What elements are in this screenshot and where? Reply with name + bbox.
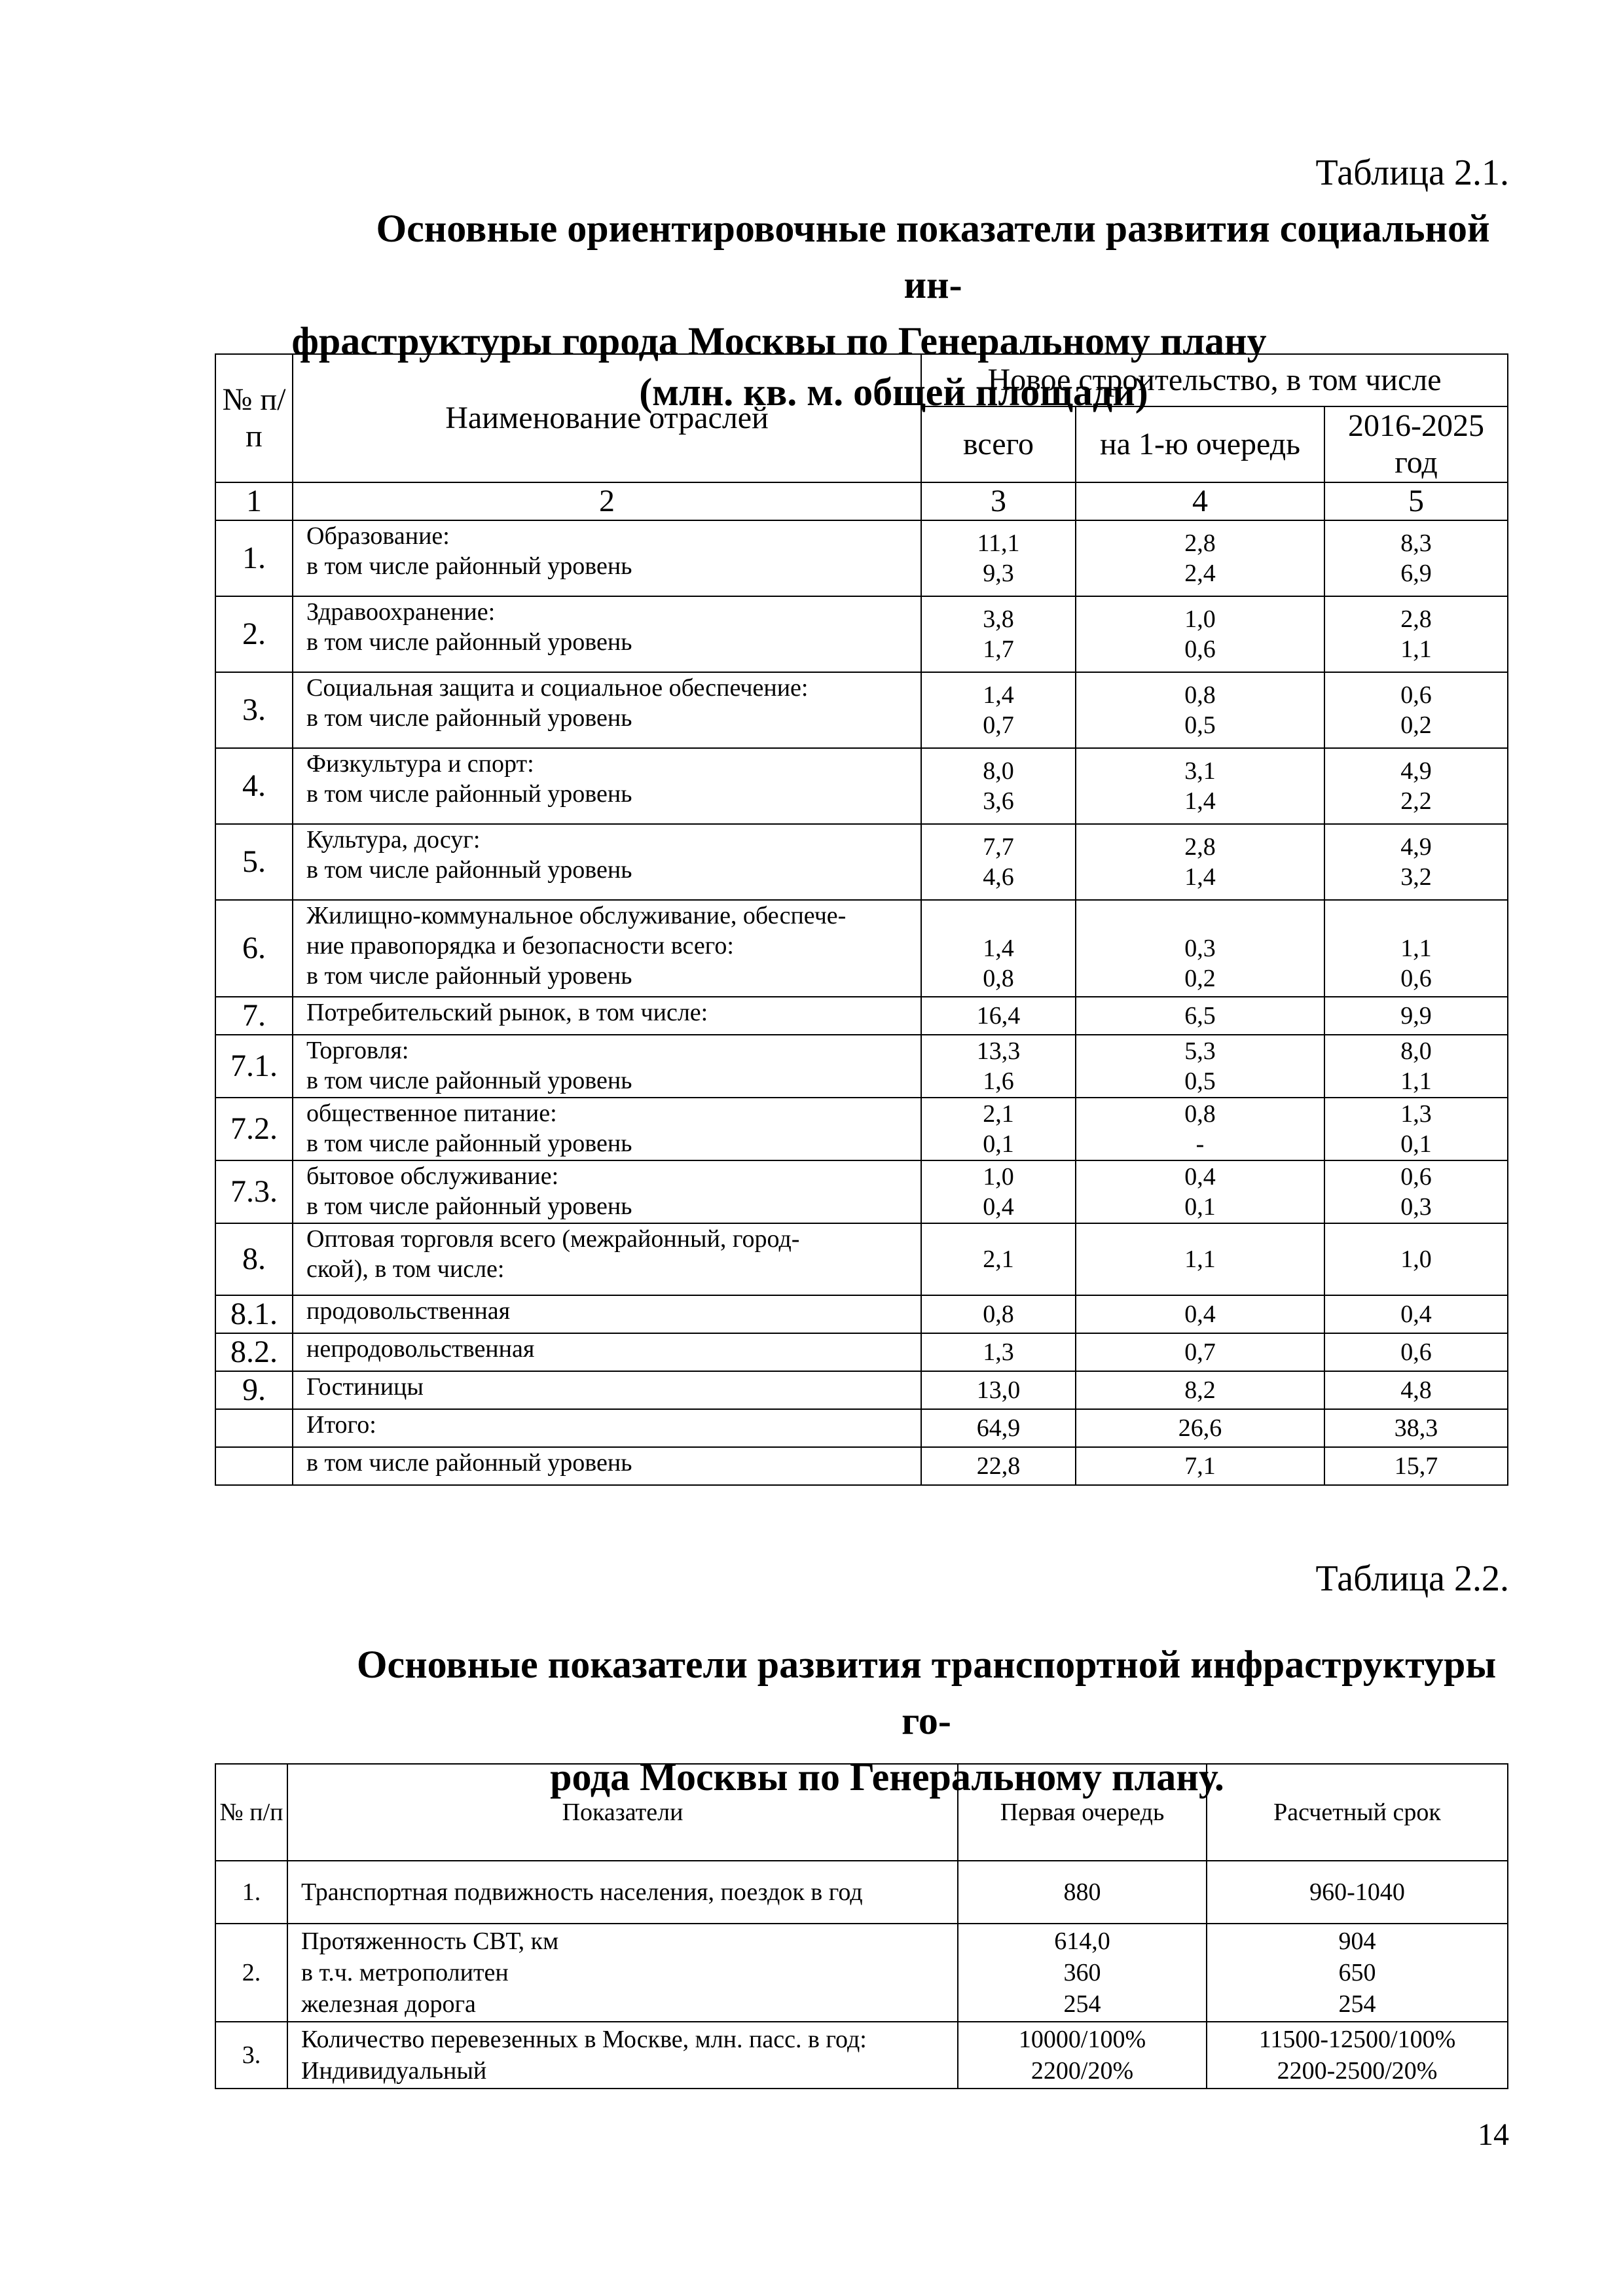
table1-row-number: 7.3. [215,1160,293,1223]
table1-row-period [1324,1371,1508,1409]
table1-value: 0,8 [983,965,1014,992]
table1-row-first [1076,520,1324,596]
table1-row-number: 5. [215,824,293,900]
table1-value: 0,5 [1184,1067,1216,1095]
table1-row-period [1324,997,1508,1035]
table1-row-total [921,1295,1076,1333]
table1-row-first [1076,1333,1324,1371]
table1-value: 1,3 [983,1338,1014,1366]
table1-header-total: всего [921,406,1076,482]
table2-value: 904 [1338,1928,1376,1955]
table1-value: 3,6 [983,787,1014,815]
table1-value: 1,4 [1184,863,1216,891]
table1-value: 0,7 [1184,1338,1216,1366]
table1-value: 3,1 [1184,757,1216,785]
table1-title-line1: Основные ориентировочные показатели развития социальной ин- [376,207,1490,306]
table1-value: 8,2 [1184,1376,1216,1404]
table1-value: 4,9 [1400,833,1432,861]
table1-row-first [1076,672,1324,748]
table2-header-no: № п/п [215,1764,287,1861]
table1-value: 2,1 [983,1246,1014,1273]
table1-row [215,824,1508,900]
table1-row-name-line: Культура, досуг: [306,826,481,853]
table1-row [215,997,1508,1035]
table1-row [215,1371,1508,1409]
table1-row-name [293,1223,921,1295]
table2-value: 614,0 [1054,1928,1110,1955]
table2-value: 11500-12500/100% [1258,2026,1456,2053]
table1-row-first [1076,1035,1324,1098]
table1-row-first [1076,1371,1324,1409]
table2-row-first [958,1861,1207,1924]
table1-row-number [215,1447,293,1485]
table1-row-name [293,1409,921,1447]
table1-row-first [1076,1098,1324,1160]
table1-row-total [921,1098,1076,1160]
table1-row-period [1324,1035,1508,1098]
table1-row-name-line: в том числе районный уровень [306,704,632,732]
table1-value: 1,4 [983,681,1014,709]
table1-value: 64,9 [976,1414,1021,1442]
table2-row-name [287,1861,958,1924]
table1-header-period: 2016-2025 год [1324,406,1508,482]
table1-row [215,1333,1508,1371]
table1-value: 1,0 [983,1163,1014,1191]
table2-value: Протяженность СВТ, км [301,1928,559,1955]
table1-row-period [1324,1098,1508,1160]
table1-title-line3: (млн. кв. м. общей площади) [639,370,1148,414]
table1-value: 9,9 [1400,1002,1432,1030]
table2-row [215,1924,1508,2022]
table1-row-period [1324,596,1508,672]
table1-row-first [1076,1160,1324,1223]
table1-body [215,520,1508,1485]
table1-row-period [1324,1160,1508,1223]
table1-row-total [921,1447,1076,1485]
table1-value [922,903,1075,933]
table1-value: 8,3 [1400,529,1432,557]
table1-row-period [1324,1409,1508,1447]
table2-header-name: Показатели [287,1764,958,1861]
table1-row-number: 4. [215,748,293,824]
table1-row-total [921,1223,1076,1295]
table1-value: 2,8 [1400,605,1432,633]
table1-row-first [1076,900,1324,997]
table1-row-total [921,1371,1076,1409]
table1-row-name-line: Здравоохранение: [306,598,496,626]
table2 [215,1763,1508,2089]
table1-row-period [1324,1447,1508,1485]
table1-value: 38,3 [1394,1414,1438,1442]
table2-value: Индивидуальный [301,2057,487,2085]
table1-row [215,1223,1508,1295]
table1-value: 2,8 [1184,833,1216,861]
table1-row-name-line: в том числе районный уровень [306,962,632,990]
table1-value: 1,7 [983,636,1014,663]
table1-value: 2,2 [1400,787,1432,815]
table1-row-total [921,1409,1076,1447]
table2-header-first: Первая очередь [958,1764,1207,1861]
table1-value: 0,1 [1184,1193,1216,1221]
table1-title-line2: фраструктуры города Москвы по Генеральному плану [291,319,1267,363]
table1-row-name [293,672,921,748]
table1-caption: Таблица 2.1. [1315,152,1509,193]
table1-value: 1,0 [1184,605,1216,633]
table1-row-name [293,824,921,900]
table1-row-first [1076,1223,1324,1295]
table1-value [1076,903,1324,933]
table1-row-name-line: Физкультура и спорт: [306,750,534,778]
table1-row-period [1324,520,1508,596]
table1-value: 0,4 [1400,1300,1432,1328]
table1-row-name-line: Жилищно-коммунальное обслуживание, обеспече- [306,902,847,929]
table1-row-total [921,596,1076,672]
table1-row-total [921,672,1076,748]
table1-row-period [1324,1333,1508,1371]
table1-header-name: Наименование отраслей [293,354,921,482]
table1-value: 1,1 [1184,1246,1216,1273]
table1-row-name [293,1098,921,1160]
table1-value: 11,1 [977,529,1020,557]
table1-row [215,1409,1508,1447]
table1-value: 8,0 [1400,1037,1432,1065]
table1-value [1325,903,1507,933]
table1-value: 3,2 [1400,863,1432,891]
page-number: 14 [1478,2117,1509,2152]
table1-value: 4,6 [983,863,1014,891]
table1-row-total [921,1160,1076,1223]
table1-value: 4,8 [1400,1376,1432,1404]
table1-row-number: 6. [215,900,293,997]
table1-row-name-line: непродовольственная [306,1335,535,1363]
table1-row-name-line: Торговля: [306,1037,409,1064]
table1-row-name-line: в том числе районный уровень [306,856,632,884]
table1-colnum: 2 [293,482,921,520]
table1-value: 0,4 [1184,1300,1216,1328]
table1-value: - [1195,1130,1205,1158]
table1-value: 0,1 [1400,1130,1432,1158]
table1-value: 0,8 [1184,1100,1216,1128]
table2-value: 960-1040 [1309,1878,1405,1906]
table2-value: 880 [1063,1878,1101,1906]
table1-value: 0,2 [1184,965,1216,992]
table1-row-name-line: в том числе районный уровень [306,1193,632,1220]
table1-value: 2,1 [983,1100,1014,1128]
table2-value: железная дорога [301,1990,476,2018]
table1-row [215,1447,1508,1485]
table2-header-final: Расчетный срок [1207,1764,1508,1861]
table2-row-final [1207,1861,1508,1924]
table1-value: 0,3 [1184,935,1216,962]
table1-row-name [293,900,921,997]
table1-row-total [921,1333,1076,1371]
table1-value: 1,4 [1184,787,1216,815]
table1-value: 0,7 [983,711,1014,739]
table1-value: 0,6 [1400,1338,1432,1366]
table1-row [215,1035,1508,1098]
table2-row-final [1207,1924,1508,2022]
table2-caption: Таблица 2.2. [1315,1558,1509,1599]
table2-row-number: 2. [215,1924,287,2022]
table2-row-number: 1. [215,1861,287,1924]
table1-value: 1,0 [1400,1246,1432,1273]
table2-value: 10000/100% [1018,2026,1146,2053]
table1-value: 0,6 [1400,681,1432,709]
table2-row-name [287,1924,958,2022]
table1-row-total [921,520,1076,596]
table1-row-number: 2. [215,596,293,672]
table1-value: 6,5 [1184,1002,1216,1030]
table1-row-first [1076,1447,1324,1485]
table1-row-first [1076,748,1324,824]
table1-row-number: 7.1. [215,1035,293,1098]
table2-title-line2: рода Москвы по Генеральному плану. [550,1755,1224,1799]
table1-value: 0,6 [1400,965,1432,992]
table1-value: 5,3 [1184,1037,1216,1065]
table2-body [215,1861,1508,2089]
table1-value: 0,8 [983,1300,1014,1328]
table1-row-name [293,1447,921,1485]
table1-row-name-line: продовольственная [306,1297,511,1325]
table1-value: 0,3 [1400,1193,1432,1221]
table1-value: 4,9 [1400,757,1432,785]
table1-value: 6,9 [1400,560,1432,587]
table1-column-numbers [215,482,1508,520]
table2-value: 2200/20% [1030,2057,1134,2085]
table1-value: 16,4 [976,1002,1021,1030]
table2-row-first [958,2022,1207,2089]
table1-value: 26,6 [1178,1414,1222,1442]
table1-row-name-line: ской), в том числе: [306,1255,505,1283]
table1-value: 3,8 [983,605,1014,633]
table1-row-name [293,1295,921,1333]
table1-row-name-line: общественное питание: [306,1100,557,1127]
table1-colnum: 4 [1076,482,1324,520]
table1-row-name-line: Потребительский рынок, в том числе: [306,999,708,1026]
table1-row-name-line: Гостиницы [306,1373,424,1401]
table1-row-name-line: в том числе районный уровень [306,1449,632,1477]
table1-row [215,520,1508,596]
table2-value: 360 [1063,1959,1101,1986]
table1-row-total [921,900,1076,997]
table1-colnum: 1 [215,482,293,520]
table1-row [215,1098,1508,1160]
table1-row-number [215,1409,293,1447]
table2-row-first [958,1924,1207,2022]
table1-row-first [1076,596,1324,672]
table2-value: Транспортная подвижность населения, поездок в год [301,1878,863,1906]
table1-row-first [1076,1295,1324,1333]
table1-value: 0,6 [1400,1163,1432,1191]
table1-row-total [921,824,1076,900]
table1-row [215,900,1508,997]
table1-row-name-line: Образование: [306,522,450,550]
table1-row [215,1295,1508,1333]
table1-row [215,1160,1508,1223]
table1-row-period [1324,1223,1508,1295]
table1-row-number: 1. [215,520,293,596]
table1-row-first [1076,997,1324,1035]
table1-value: 0,2 [1400,711,1432,739]
table1-row-name [293,997,921,1035]
table1-value: 2,8 [1184,529,1216,557]
table1-value: 1,4 [983,935,1014,962]
table1-row-name [293,1371,921,1409]
table1-row-name-line: в том числе районный уровень [306,552,632,580]
table1-row-number: 3. [215,672,293,748]
table1-row-name-line: в том числе районный уровень [306,1130,632,1157]
table1-value: 13,0 [976,1376,1021,1404]
table1-value: 15,7 [1394,1452,1438,1480]
table1 [215,353,1508,1486]
table1-value: 0,8 [1184,681,1216,709]
table1-row-name [293,596,921,672]
table1-row-name [293,1160,921,1223]
table1-header-first: на 1-ю очередь [1076,406,1324,482]
table1-row-name-line: Итого: [306,1411,376,1439]
table1-row-name [293,748,921,824]
table1-row-name-line: в том числе районный уровень [306,628,632,656]
table1-row-total [921,748,1076,824]
table1-row-total [921,1035,1076,1098]
table1-value: 0,6 [1184,636,1216,663]
table1-value: 22,8 [976,1452,1021,1480]
table1-row-number: 8. [215,1223,293,1295]
table1-row-first [1076,1409,1324,1447]
table2-value: 254 [1063,1990,1101,2018]
table2-row-final [1207,2022,1508,2089]
table1-value: 2,4 [1184,560,1216,587]
table1-row-name-line: ние правопорядка и безопасности всего: [306,932,734,960]
table2-row-name [287,2022,958,2089]
table1-row-period [1324,672,1508,748]
table1-row [215,672,1508,748]
table2-value: в т.ч. метрополитен [301,1959,509,1986]
table1-value: 1,1 [1400,636,1432,663]
table2-title-line1: Основные показатели развития транспортной инфраструктуры го- [356,1643,1497,1742]
table1-value: 7,1 [1184,1452,1216,1480]
table1-row-name-line: бытовое обслуживание: [306,1162,559,1190]
table1-row-name-line: в том числе районный уровень [306,1067,632,1094]
table1-value: 13,3 [976,1037,1021,1065]
table2-value: 650 [1338,1959,1376,1986]
table1-value: 1,6 [983,1067,1014,1095]
table1-colnum: 5 [1324,482,1508,520]
table1-value: 0,4 [983,1193,1014,1221]
table2-row [215,2022,1508,2089]
table1-row-number: 7. [215,997,293,1035]
table2-value: 254 [1338,1990,1376,2018]
table1-row-name-line: в том числе районный уровень [306,780,632,808]
table1-value: 0,5 [1184,711,1216,739]
table1-colnum: 3 [921,482,1076,520]
table2-row-number: 3. [215,2022,287,2089]
table1-row-name [293,1333,921,1371]
table1-row-number: 9. [215,1371,293,1409]
table1-row-first [1076,824,1324,900]
table1-row-period [1324,824,1508,900]
table1-row-period [1324,748,1508,824]
table1-value: 1,3 [1400,1100,1432,1128]
table1-row-number: 8.2. [215,1333,293,1371]
table2-row [215,1861,1508,1924]
table1-value: 9,3 [983,560,1014,587]
table1-value: 1,1 [1400,1067,1432,1095]
table2-value: 2200-2500/20% [1277,2057,1438,2085]
table1-header-group: Новое строительство, в том числе [921,354,1508,406]
table1-value: 0,1 [983,1130,1014,1158]
table1-value: 7,7 [983,833,1014,861]
table1-row-name [293,1035,921,1098]
table1-row-number: 8.1. [215,1295,293,1333]
table1-value: 8,0 [983,757,1014,785]
table1-row-number: 7.2. [215,1098,293,1160]
table1-row-period [1324,900,1508,997]
table1-row [215,748,1508,824]
table1-header-no: № п/п [215,354,293,482]
table1-value: 1,1 [1400,935,1432,962]
table1-row-name-line: Социальная защита и социальное обеспечение: [306,674,809,702]
table1-row-period [1324,1295,1508,1333]
table1-row-name [293,520,921,596]
table1-value: 0,4 [1184,1163,1216,1191]
table1-row-name-line: Оптовая торговля всего (межрайонный, город- [306,1225,800,1253]
table2-value: Количество перевезенных в Москве, млн. пасс. в год: [301,2026,867,2053]
table1-row-total [921,997,1076,1035]
table1-row [215,596,1508,672]
